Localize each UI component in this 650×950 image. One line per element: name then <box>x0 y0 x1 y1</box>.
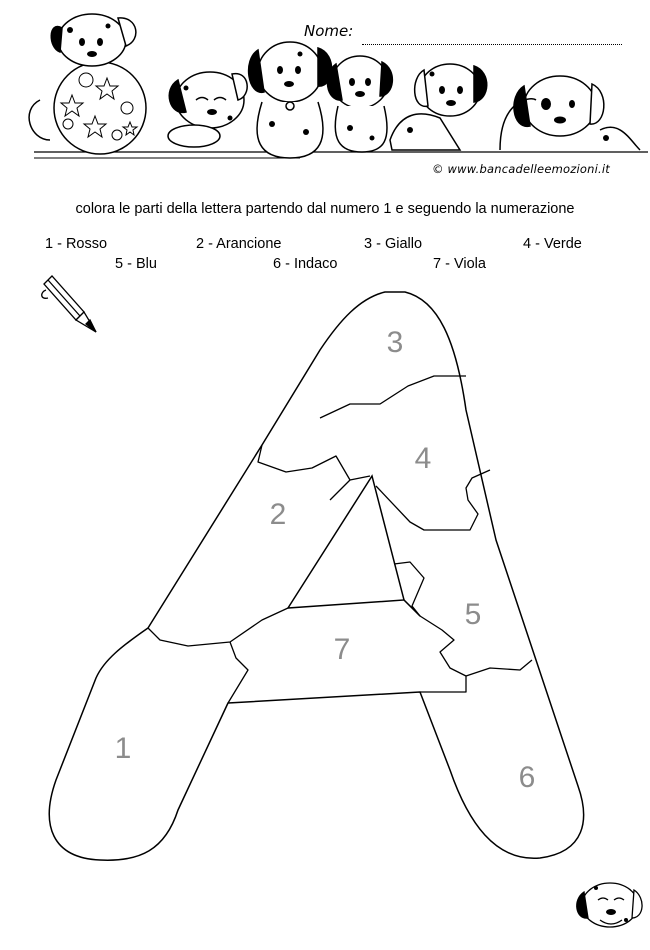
segment-number-6: 6 <box>518 761 536 794</box>
dalmatian-face-icon <box>577 883 642 927</box>
segment-number-1: 1 <box>114 732 132 765</box>
color-key-item: 3 - Giallo <box>364 236 423 252</box>
color-key-item: 1 - Rosso <box>45 236 108 252</box>
color-key-item: 5 - Blu <box>115 256 157 272</box>
pencil-icon <box>42 276 96 332</box>
color-key-item: 2 - Arancione <box>196 236 282 252</box>
segment-number-3: 3 <box>386 326 404 359</box>
segment-number-2: 2 <box>269 498 287 531</box>
instruction-text: colora le parti della lettera partendo dal numero 1 e seguendo la numerazione <box>75 201 575 217</box>
copyright-text: © www.bancadelleemozioni.it <box>432 162 610 176</box>
name-label: Nome: <box>304 22 354 40</box>
color-key-item: 4 - Verde <box>523 236 582 252</box>
segment-number-4: 4 <box>414 442 432 475</box>
segment-number-5: 5 <box>464 598 482 631</box>
color-key-item: 7 - Viola <box>433 256 486 272</box>
segment-number-7: 7 <box>333 633 351 666</box>
color-key-item: 6 - Indaco <box>273 256 338 272</box>
